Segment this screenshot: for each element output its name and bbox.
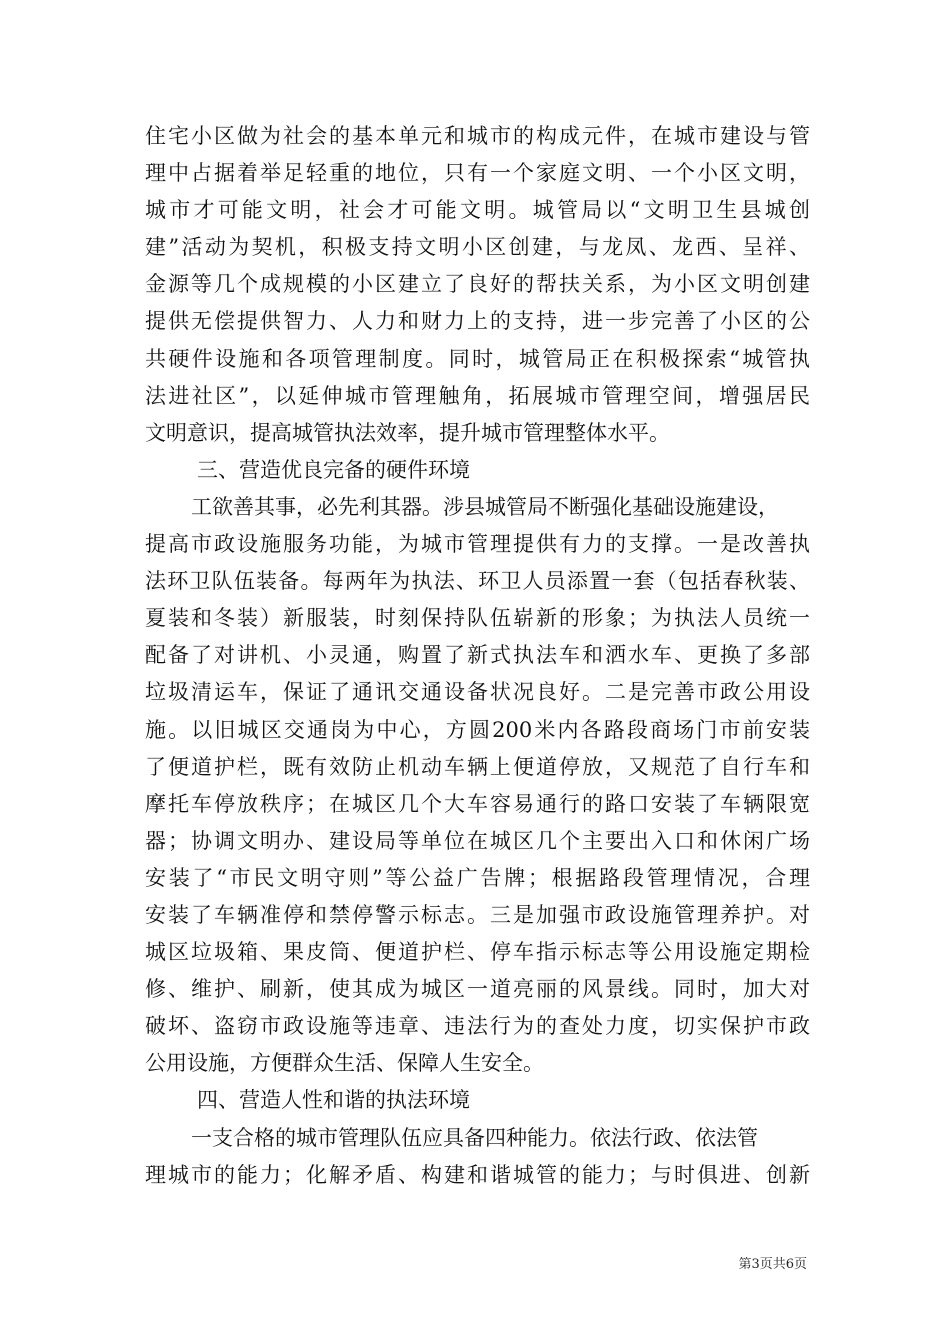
text-line: 了便道护栏，既有效防止机动车辆上便道停放，又规范了自行车和 xyxy=(145,754,810,779)
text-line: 安装了“市民文明守则”等公益广告牌；根据路段管理情况，合理 xyxy=(145,865,810,890)
text-line: 提高市政设施服务功能，为城市管理提供有力的支撑。一是改善执 xyxy=(145,532,810,557)
text-line: 理中占据着举足轻重的地位，只有一个家庭文明、一个小区文明， xyxy=(145,161,810,186)
text-line: 破坏、盗窃市政设施等违章、违法行为的查处力度，切实保护市政 xyxy=(145,1014,810,1039)
text-line: 城区垃圾箱、果皮筒、便道护栏、停车指示标志等公用设施定期检 xyxy=(145,940,810,965)
text-line: 法进社区”，以延伸城市管理触角，拓展城市管理空间，增强居民 xyxy=(145,383,810,408)
text-line: 修、维护、刷新，使其成为城区一道亮丽的风景线。同时，加大对 xyxy=(145,977,810,1002)
text-line: 建”活动为契机，积极支持文明小区创建，与龙凤、龙西、呈祥、 xyxy=(145,235,810,260)
text-line: 理城市的能力；化解矛盾、构建和谐城管的能力；与时俱进、创新 xyxy=(145,1162,810,1187)
section-heading: 三、营造优良完备的硬件环境 xyxy=(197,457,470,482)
text-line: 器；协调文明办、建设局等单位在城区几个主要出入口和休闲广场 xyxy=(145,828,810,853)
section-heading: 四、营造人性和谐的执法环境 xyxy=(197,1088,470,1113)
text-line: 住宅小区做为社会的基本单元和城市的构成元件，在城市建设与管 xyxy=(145,124,810,148)
text-line: 摩托车停放秩序；在城区几个大车容易通行的路口安装了车辆限宽 xyxy=(145,791,810,816)
text-line: 施。以旧城区交通岗为中心，方圆200米内各路段商场门市前安装 xyxy=(145,717,810,742)
text-line: 安装了车辆准停和禁停警示标志。三是加强市政设施管理养护。对 xyxy=(145,902,810,927)
document-body xyxy=(145,118,810,1194)
text-line: 文明意识，提高城管执法效率，提升城市管理整体水平。 xyxy=(145,420,670,445)
text-line: 垃圾清运车，保证了通讯交通设备状况良好。二是完善市政公用设 xyxy=(145,680,810,705)
text-line: 共硬件设施和各项管理制度。同时，城管局正在积极探索“城管执 xyxy=(145,346,810,371)
text-line: 配备了对讲机、小灵通，购置了新式执法车和洒水车、更换了多部 xyxy=(145,643,810,668)
text-line: 一支合格的城市管理队伍应具备四种能力。依法行政、依法管 xyxy=(191,1125,758,1150)
text-line: 提供无偿提供智力、人力和财力上的支持，进一步完善了小区的公 xyxy=(145,309,810,334)
text-line: 城市才可能文明，社会才可能文明。城管局以“文明卫生县城创 xyxy=(145,198,810,223)
text-line: 法环卫队伍装备。每两年为执法、环卫人员添置一套（包括春秋装、 xyxy=(145,569,810,594)
text-line: 工欲善其事，必先利其器。涉县城管局不断强化基础设施建设， xyxy=(191,494,779,519)
text-line: 公用设施，方便群众生活、保障人生安全。 xyxy=(145,1051,544,1076)
text-line: 夏装和冬装）新服装，时刻保持队伍崭新的形象；为执法人员统一 xyxy=(145,606,810,631)
page-number: 第3页共6页 xyxy=(738,1257,807,1272)
text-line: 金源等几个成规模的小区建立了良好的帮扶关系，为小区文明创建 xyxy=(145,272,810,297)
